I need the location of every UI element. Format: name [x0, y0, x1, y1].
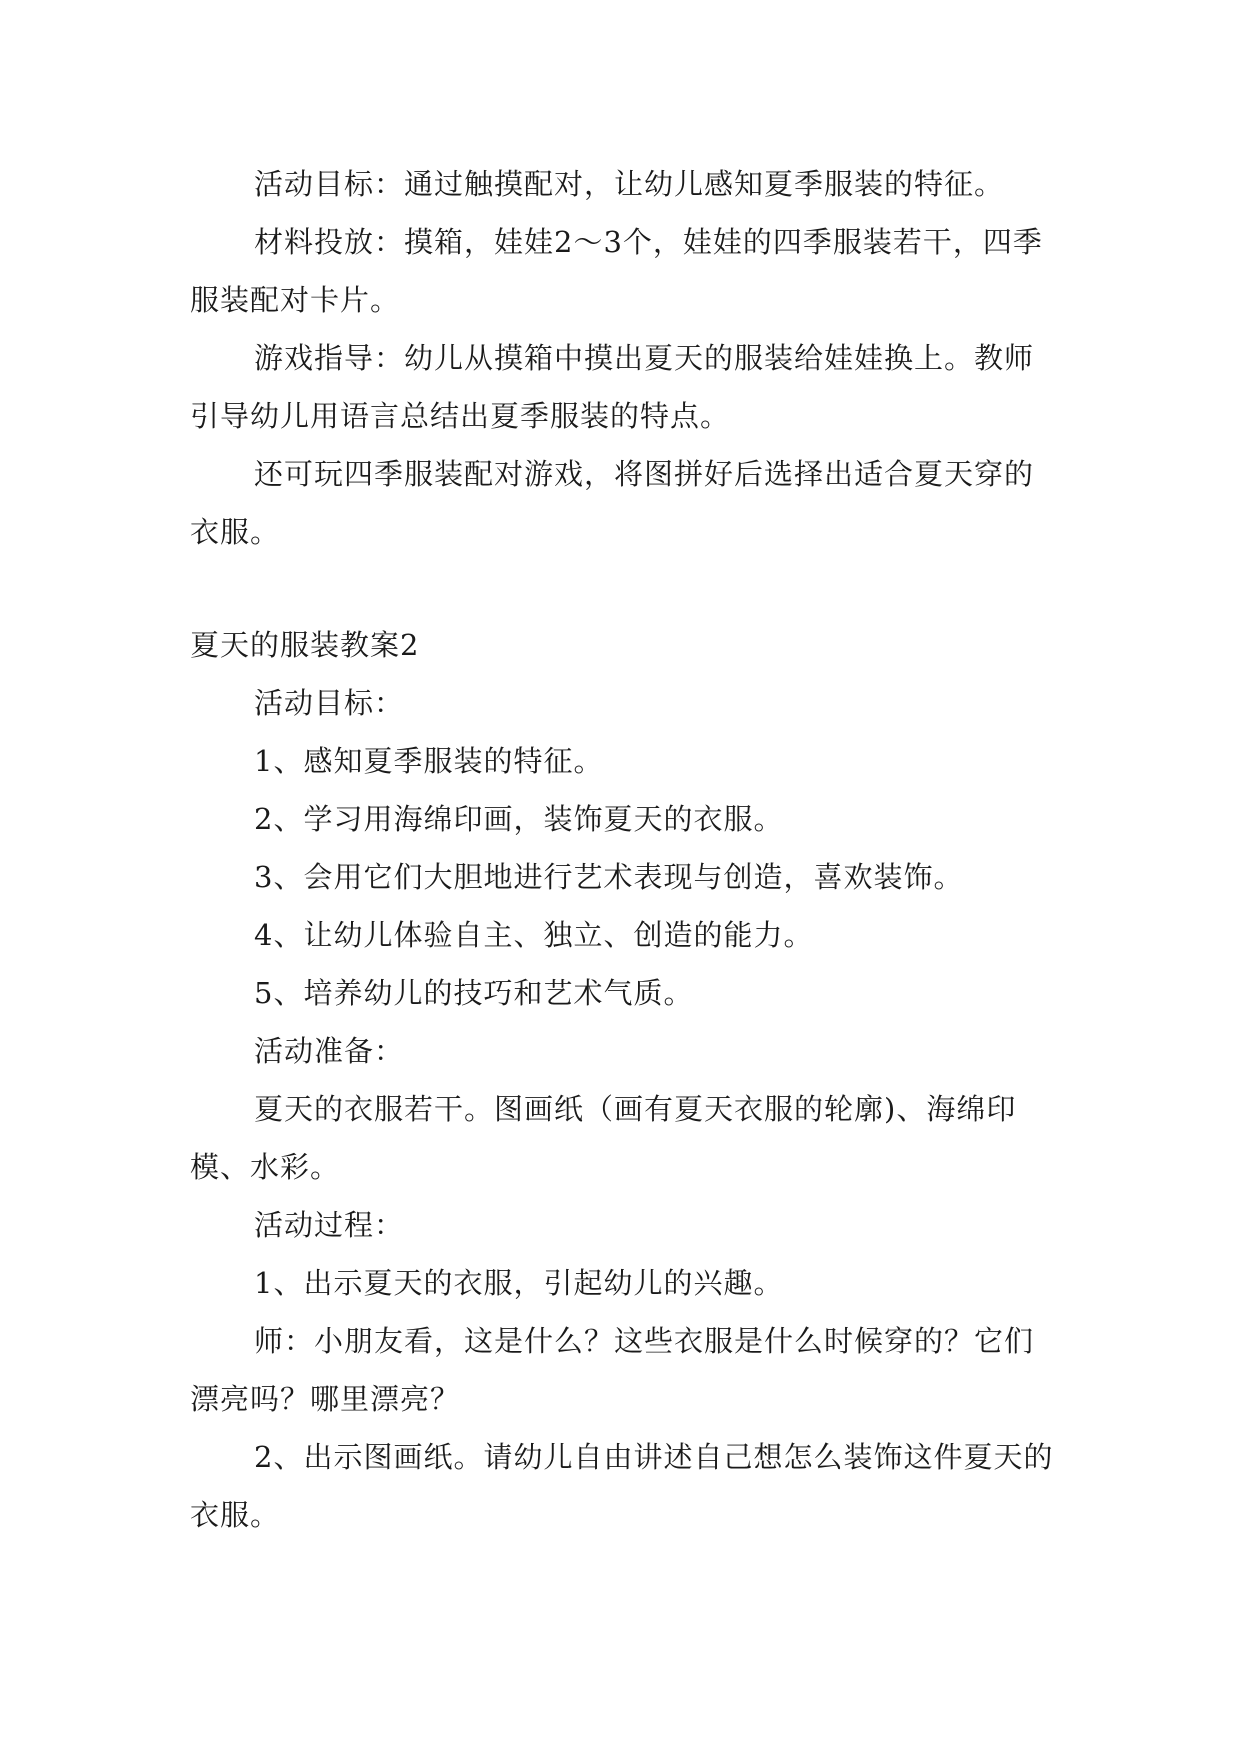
paragraph-process-heading: 活动过程：: [254, 1208, 405, 1242]
paragraph-preparation: 夏天的衣服若干。图画纸（画有夏天衣服的轮廓)、海绵印模、水彩。: [190, 1092, 1017, 1184]
list-item-goal-2: 2、学习用海绵印画，装饰夏天的衣服。: [254, 802, 784, 836]
section-title: 夏天的服装教案2: [190, 628, 420, 662]
paragraph-matching-game: 还可玩四季服装配对游戏，将图拼好后选择出适合夏天穿的衣服。: [190, 457, 1035, 549]
paragraph-materials: 材料投放：摸箱，娃娃2～3个，娃娃的四季服装若干，四季服装配对卡片。: [190, 225, 1043, 317]
list-item-step-1: 1、出示夏天的衣服，引起幼儿的兴趣。: [254, 1266, 784, 1300]
paragraph-teacher-dialogue: 师：小朋友看，这是什么？这些衣服是什么时候穿的？它们漂亮吗？哪里漂亮？: [190, 1324, 1035, 1416]
paragraph-goals-heading: 活动目标：: [254, 686, 405, 720]
paragraph-game-guidance: 游戏指导：幼儿从摸箱中摸出夏天的服装给娃娃换上。教师引导幼儿用语言总结出夏季服装的特点。: [190, 341, 1035, 433]
list-item-goal-3: 3、会用它们大胆地进行艺术表现与创造，喜欢装饰。: [254, 860, 964, 894]
section-1: [190, 155, 1058, 561]
paragraph-activity-goal: 活动目标：通过触摸配对，让幼儿感知夏季服装的特征。: [254, 167, 1005, 201]
list-item-goal-5: 5、培养幼儿的技巧和艺术气质。: [254, 976, 694, 1010]
section-2: [190, 616, 1058, 1544]
paragraph-preparation-heading: 活动准备：: [254, 1034, 405, 1068]
list-item-goal-1: 1、感知夏季服装的特征。: [254, 744, 604, 778]
list-item-step-2: 2、出示图画纸。请幼儿自由讲述自己想怎么装饰这件夏天的衣服。: [190, 1440, 1054, 1532]
list-item-goal-4: 4、让幼儿体验自主、独立、创造的能力。: [254, 918, 814, 952]
